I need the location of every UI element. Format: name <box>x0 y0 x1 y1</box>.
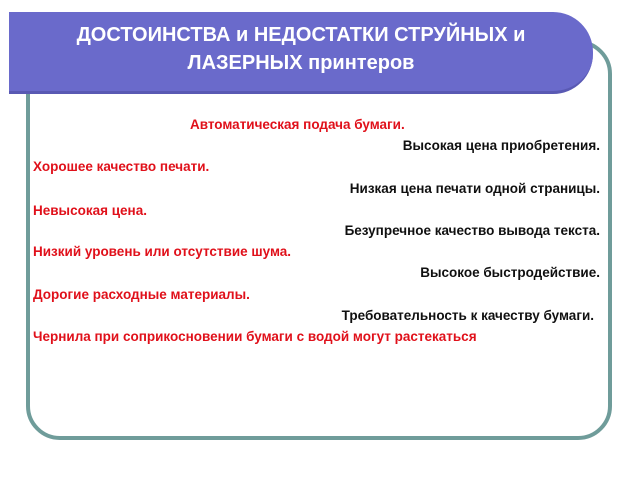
item-low-price: Невысокая цена. <box>33 203 147 218</box>
title-bar <box>9 12 593 94</box>
item-high-purchase-price: Высокая цена приобретения. <box>402 138 600 153</box>
item-low-page-cost: Низкая цена печати одной страницы. <box>349 181 600 196</box>
content-frame <box>26 40 612 440</box>
item-auto-paper-feed: Автоматическая подача бумаги. <box>190 117 405 132</box>
title-line-1: ДОСТОИНСТВА и НЕДОСТАТКИ СТРУЙНЫХ и <box>76 24 526 46</box>
item-perfect-text-quality: Безупречное качество вывода текста. <box>344 223 600 238</box>
title-line-2: ЛАЗЕРНЫХ принтеров <box>187 52 415 74</box>
item-ink-smears: Чернила при соприкосновении бумаги с водой могут растекаться <box>33 329 477 344</box>
item-good-print-quality: Хорошее качество печати. <box>33 159 210 174</box>
item-paper-quality-demand: Требовательность к качеству бумаги. <box>341 308 594 323</box>
item-low-noise: Низкий уровень или отсутствие шума. <box>33 244 292 259</box>
item-expensive-consumables: Дорогие расходные материалы. <box>33 287 250 302</box>
slide-title <box>9 21 593 77</box>
item-high-speed: Высокое быстродействие. <box>420 265 600 280</box>
